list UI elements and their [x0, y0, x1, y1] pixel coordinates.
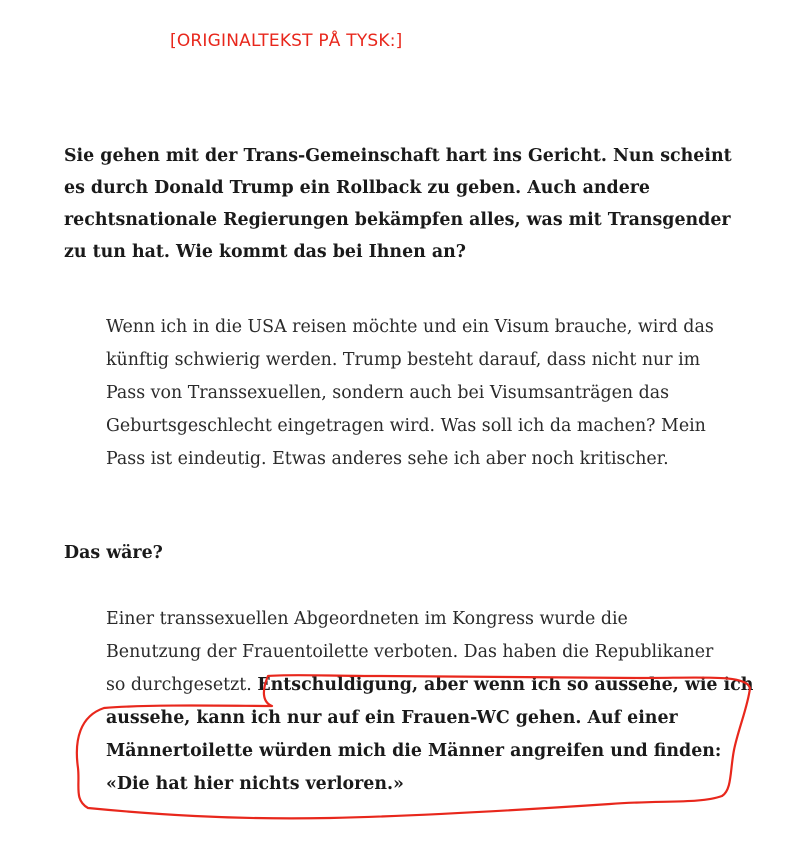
question-1-line-1: Sie gehen mit der Trans-Gemeinschaft hart ins Gericht. Nun scheint [64, 146, 732, 166]
answer-2-line-5: Männertoilette würden mich die Männer angreifen und finden: [106, 741, 722, 761]
question-1-line-4: zu tun hat. Wie kommt das bei Ihnen an? [64, 242, 466, 262]
question-2-line-1: Das wäre? [64, 543, 163, 563]
question-1-line-3: rechtsnationale Regierungen bekämpfen alles, was mit Transgender [64, 210, 731, 230]
interview-question-1 [64, 140, 764, 268]
answer-2-line-2: Benutzung der Frauentoilette verboten. Das haben die Republikaner [106, 642, 714, 662]
answer-2-line-6: «Die hat hier nichts verloren.» [106, 774, 404, 794]
interview-answer-1 [106, 311, 796, 476]
original-text-note: [ORIGINALTEKST PÅ TYSK:] [170, 31, 403, 51]
answer-1-line-4: Geburtsgeschlecht eingetragen wird. Was soll ich da machen? Mein [106, 416, 706, 436]
answer-1-line-1: Wenn ich in die USA reisen möchte und ein Visum brauche, wird das [106, 317, 714, 337]
answer-1-line-2: künftig schwierig werden. Trump besteht darauf, dass nicht nur im [106, 350, 701, 370]
answer-1-line-5: Pass ist eindeutig. Etwas anderes sehe ich aber noch kritischer. [106, 449, 669, 469]
interview-answer-2 [106, 603, 796, 801]
question-1-line-2: es durch Donald Trump ein Rollback zu geben. Auch andere [64, 178, 650, 198]
answer-1-line-3: Pass von Transsexuellen, sondern auch bei Visumsanträgen das [106, 383, 670, 403]
answer-2-line-1: Einer transsexuellen Abgeordneten im Kongress wurde die [106, 609, 628, 629]
answer-2-plain-segment: so durchgesetzt. [106, 675, 258, 695]
answer-2-line-4: aussehe, kann ich nur auf ein Frauen-WC gehen. Auf einer [106, 708, 678, 728]
answer-2-bold-quote-start: Entschuldigung, aber wenn ich so aussehe, wie ich [257, 675, 754, 695]
interview-question-2 [64, 537, 764, 569]
answer-2-line-3 [106, 669, 796, 702]
